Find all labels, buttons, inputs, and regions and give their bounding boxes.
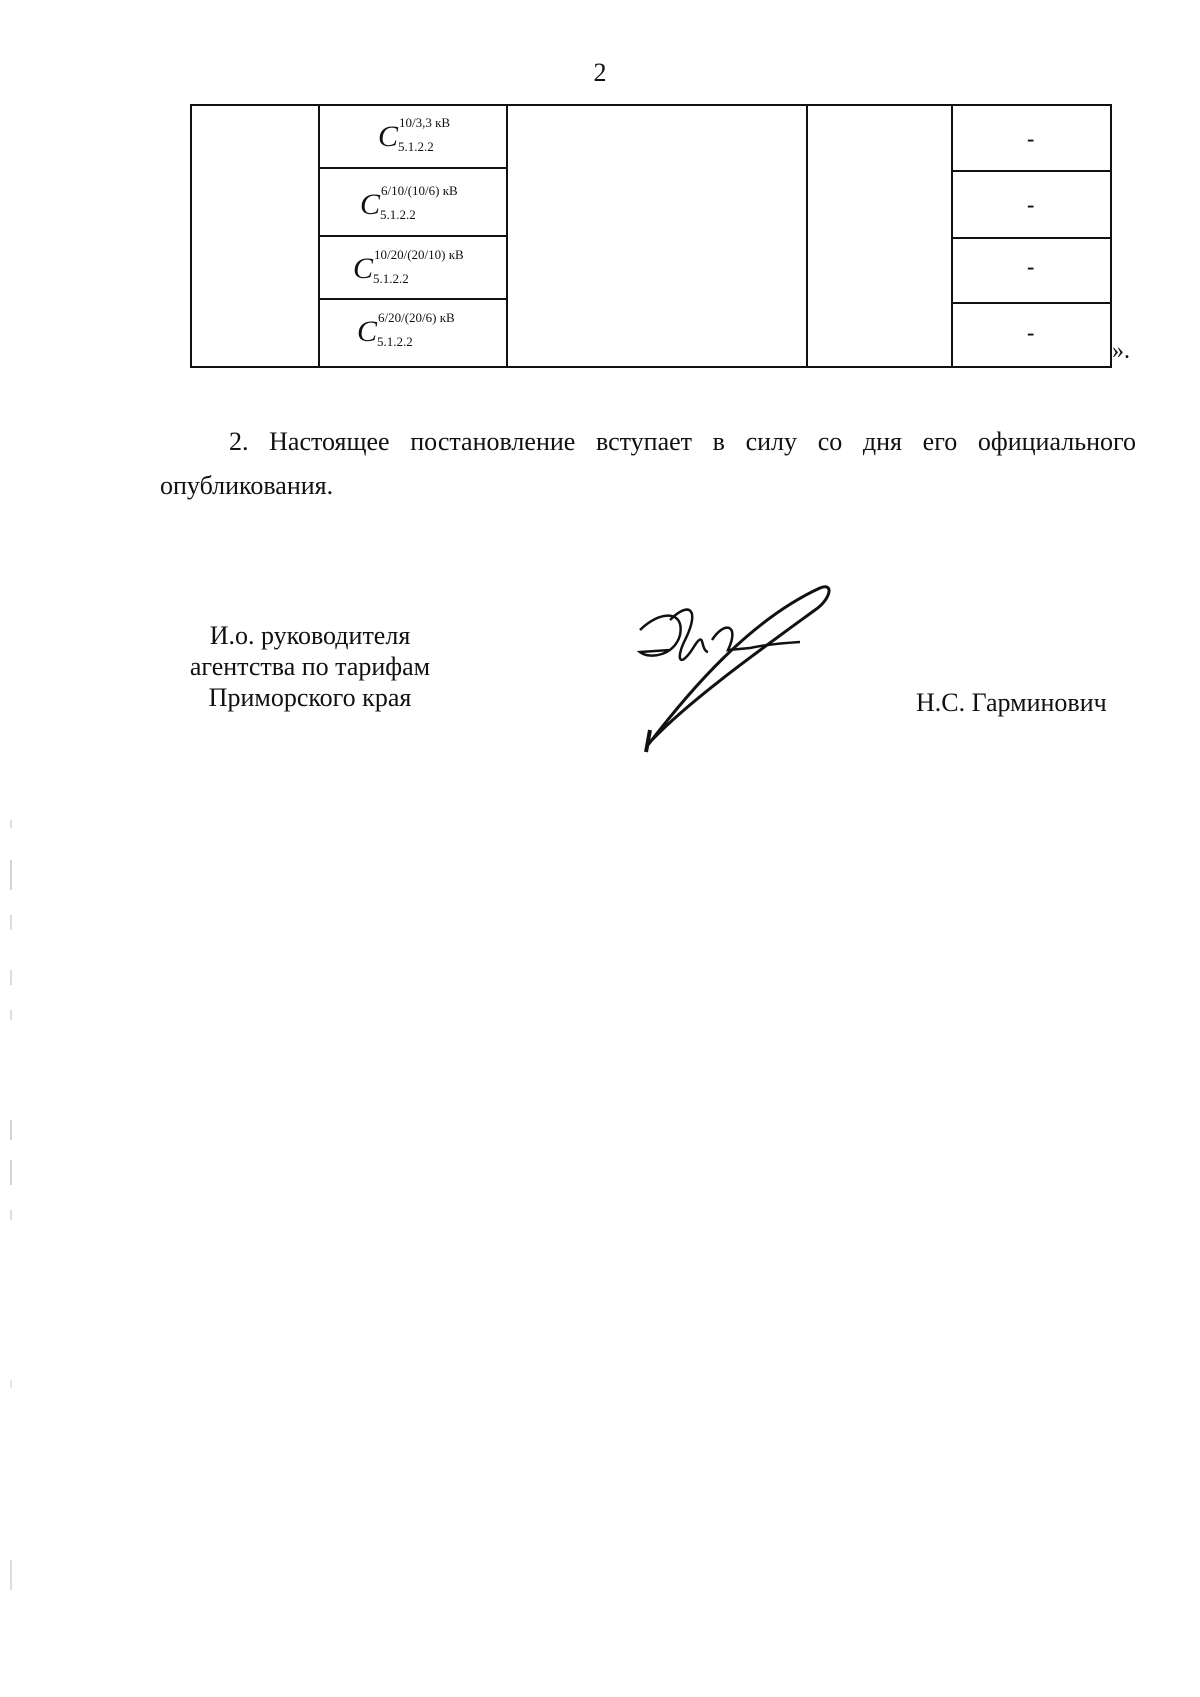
table-border-bottom bbox=[190, 366, 1112, 368]
scan-edge-marks bbox=[8, 820, 14, 1600]
row-divider-3 bbox=[318, 298, 508, 300]
formula-cell-2 bbox=[360, 183, 458, 222]
table-border-top bbox=[190, 104, 1112, 106]
signer-title-line: И.о. руководителя bbox=[209, 621, 411, 650]
formula-cell-3 bbox=[353, 247, 464, 286]
formula-subscript: 5.1.2.2 bbox=[377, 334, 413, 349]
formula-subscript: 5.1.2.2 bbox=[398, 139, 434, 154]
page-number: 2 bbox=[593, 58, 607, 87]
formula-superscript: 6/10/(10/6) кВ bbox=[381, 183, 458, 198]
signer-title-line: Приморского края bbox=[208, 683, 412, 712]
formula-base: C bbox=[353, 252, 374, 285]
formula-base: C bbox=[357, 315, 378, 348]
closing-quote: ». bbox=[1112, 338, 1130, 364]
signer-title-line: агентства по тарифам bbox=[189, 652, 431, 681]
paragraph-text: 2. Настоящее постановление вступает в силу со дня его официального опубликования. bbox=[160, 427, 1136, 500]
formula-base: C bbox=[360, 188, 381, 221]
table-border-left bbox=[190, 104, 192, 368]
resolution-paragraph bbox=[160, 420, 1136, 508]
signer-name: Н.С. Гарминович bbox=[916, 688, 1107, 717]
row-divider-2 bbox=[318, 235, 508, 237]
value-row-divider-1 bbox=[951, 170, 1112, 172]
table-border-right bbox=[1110, 104, 1112, 368]
signer-title bbox=[160, 620, 460, 713]
table-col-divider-3 bbox=[806, 104, 808, 368]
formula-cell-4 bbox=[357, 310, 455, 349]
tariff-table bbox=[190, 104, 1112, 368]
table-col-divider-4 bbox=[951, 104, 953, 368]
value-cell-3: - bbox=[1027, 254, 1035, 279]
handwritten-signature bbox=[630, 580, 850, 755]
formula-subscript: 5.1.2.2 bbox=[380, 207, 416, 222]
formula-superscript: 10/20/(20/10) кВ bbox=[374, 247, 464, 262]
value-cell-4: - bbox=[1027, 320, 1035, 345]
formula-base: C bbox=[378, 120, 399, 153]
value-cell-2: - bbox=[1027, 192, 1035, 217]
value-row-divider-2 bbox=[951, 237, 1112, 239]
formula-subscript: 5.1.2.2 bbox=[373, 271, 409, 286]
row-divider-1 bbox=[318, 167, 508, 169]
formula-cell-1 bbox=[378, 115, 451, 154]
value-cell-1: - bbox=[1027, 126, 1035, 151]
formula-superscript: 10/3,3 кВ bbox=[399, 115, 451, 130]
value-row-divider-3 bbox=[951, 302, 1112, 304]
formula-superscript: 6/20/(20/6) кВ bbox=[378, 310, 455, 325]
